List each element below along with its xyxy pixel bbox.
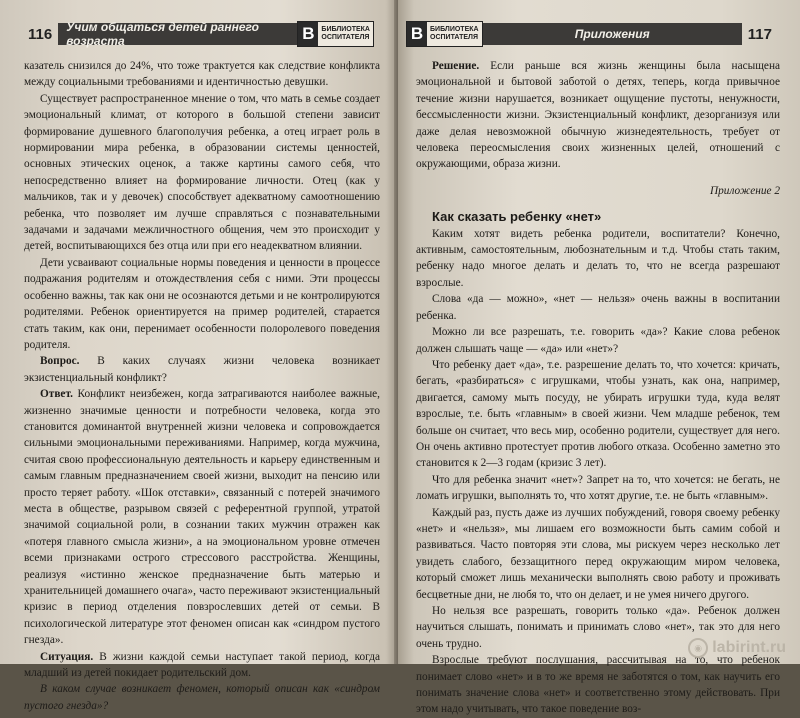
left-header-title: Учим общаться детей раннего возраста (58, 23, 297, 45)
logo-b-icon: B (407, 22, 427, 46)
appendix-label: Приложение 2 (710, 184, 780, 197)
left-page (0, 0, 398, 712)
left-page-header (22, 20, 374, 48)
answer-label: Ответ. (40, 388, 73, 401)
library-logo-left (297, 21, 374, 47)
section-title: Как сказать ребенку «нет» (432, 209, 602, 225)
right-page-body (416, 58, 780, 716)
answer-text: Конфликт неизбежен, когда затрагиваются наиболее важные, жизненно значимые ценности и потребности человека, когда это становится доминантой внутренней жизни человека и сопровождается сильными эмоциональными переживаниями. Например, когда мужчина, считая свою профессиональную деятельность и карьеру единственным и самым главным предназначением своей жизни, выходит на пенсию или просто теряет работу. «Шок отставки», связанный с потерей значимого места в обществе, разрывом связей с референтной группой, утратой значимой социальной роли, в сознании таких мужчин отражен как «потеря главного смысла жизни», а на эмоциональном уровне отмечен всеми признаками острого стрессового расстройства. Женщины, реализуя «истинно женское предназначение быть матерью и хранительницей домашнего очага», часто переживают экзистенциальный кризис в период отделения повзрослевших детей от семьи. В психологической литературе этот феномен описан как «синдром пустого гнезда». (24, 388, 380, 647)
right-page-header (406, 20, 778, 48)
paragraph: Слова «да — можно», «нет — нельзя» очень важны в воспитании ребенка. (416, 293, 780, 322)
labirint-logo-icon: ◉ (688, 638, 708, 658)
paragraph: Можно ли все разрешать, т.е. говорить «да»? Какие слова ребенок должен слышать чаще — «да» или «нет»? (416, 326, 780, 355)
right-page (398, 0, 800, 716)
left-page-body (24, 58, 380, 712)
paragraph: Каждый раз, пусть даже из лучших побуждений, говоря своему ребенку «нет» и «нельзя», мы лишаем его возможности быть самим собой и развиваться. Часто повторяя эти слова, мы рискуем через несколько лет увидеть слабого, беззащитного перед окружающим миром человека, который сможет лишь механически выполнять свою работу и проживать бесцветные дни, не любя то, что он делает, и не умея ничего другого. (416, 506, 780, 601)
solution-text: Если раньше вся жизнь женщины была насыщена эмоциональной и бытовой заботой о детях, теперь, когда привычное течение жизни нарушается, возникает ощущение пустоты, ненужности, бессмысленности жизни. Экзистенциальный конфликт, дезорганизуя или даже делая невозможной обычную жизнедеятельность, требует от человека переосмысления своих жизненных целей, отношений с окружающими, образа жизни. (416, 60, 780, 171)
paragraph: Что для ребенка значит «нет»? Запрет на то, что хочется: не бегать, не ломать игрушки, выполнять то, что хотят другие, т.е. не быть «главным». (416, 473, 780, 503)
paragraph: Что ребенку дает «да», т.е. разрешение делать то, что хочется: кричать, бегать, «разбираться» с игрушками, чтобы узнать, как она, например, двигается, самому мыть посуду, не убирать игрушки туда, куда велят взрослые, т.е. быть «главным» в своей жизни. Чем младше ребенок, тем больше он считает, что весь мир, особенно родители, существует для него. Он очень активно протестует против любого отказа. Особенно заметно это становится к 2—3 годам (кризис 3 лет). (416, 358, 780, 470)
logo-line1: БИБЛИОТЕКА (321, 26, 370, 33)
logo-line2: ОСПИТАТЕЛЯ (321, 34, 370, 41)
paragraph: казатель снизился до 24%, что тоже трактуется как следствие конфликта между социальными требованиями и идентичностью девушки. (24, 60, 380, 89)
watermark-text: labirint.ru (712, 639, 786, 656)
paragraph: Взрослые требуют послушания, рассчитывая на то, что ребенок понимает слово «нет» и в то же время не заботятся о том, как научить его понимать значение слова «нет» и соответственно этому действовать. При этом надо учитывать, что такое поведение воз- (416, 654, 780, 716)
paragraph: Но нельзя все разрешать, говорить только «да». Ребенок должен научиться слышать, понимать и принимать слово «нет», так это для него очень трудно. (416, 605, 780, 650)
situation-text: В жизни каждой семьи наступает такой период, когда младший из детей покидает родительский дом. (24, 650, 380, 680)
situation-paragraph (24, 649, 380, 682)
italic-question: В каком случае возникает феномен, который описан как «синдром пустого гнезда»? (24, 683, 380, 712)
page-number-left: 116 (28, 25, 53, 43)
logo-b-icon: B (298, 22, 318, 46)
question-label: Вопрос. (40, 355, 80, 368)
solution-paragraph (416, 58, 780, 173)
paragraph: Каким хотят видеть ребенка родители, воспитатели? Конечно, активным, самостоятельным, любознательным и т.д. Чтобы стать таким, ребенку надо многое делать и делать то, что не всегда разрешают взрослые. (416, 227, 780, 289)
answer-paragraph (24, 386, 380, 649)
question-paragraph (24, 353, 380, 386)
paragraph: Существует распространенное мнение о том, что мать в семье создает эмоциональный климат, от которого в большой степени зависит формирование душевного благополучия ребенка, а отец играет роль в нормировании мира ребенка, в образовании системы ценностей, основных этических оценок, а также картины самого себя, что непосредственно влияет на формирование личности. Отец (как у мальчиков, так и у девочек) способствует адекватному самоотношению ребенка, что позволяет им лучше справляться с познавательными задачами и задачами межличностного общения, чем это происходит у детей, воспитывающихся без отца или при его неадекватном влиянии. (24, 92, 380, 253)
logo-line2: ОСПИТАТЕЛЯ (430, 34, 478, 41)
watermark (688, 638, 786, 658)
question-text: В каких случаях жизни человека возникает экзистенциальный конфликт? (24, 355, 380, 384)
right-header-title: Приложения (483, 23, 742, 45)
page-number-right: 117 (747, 25, 772, 43)
situation-label: Ситуация. (40, 650, 94, 663)
logo-line1: БИБЛИОТЕКА (430, 26, 479, 33)
solution-label: Решение. (432, 60, 480, 72)
paragraph: Дети усваивают социальные нормы поведения и ценности в процессе подражания родителям и отождествления себя с ними. Эти процессы особенно важны, так как они не осознаются детьми и не контролируются родителями. Ребенок ориентируется на пример родителей, старается стать таким, как они, перенимает особенности полоролевого поведения родителя. (24, 256, 380, 351)
library-logo-right (406, 21, 483, 47)
